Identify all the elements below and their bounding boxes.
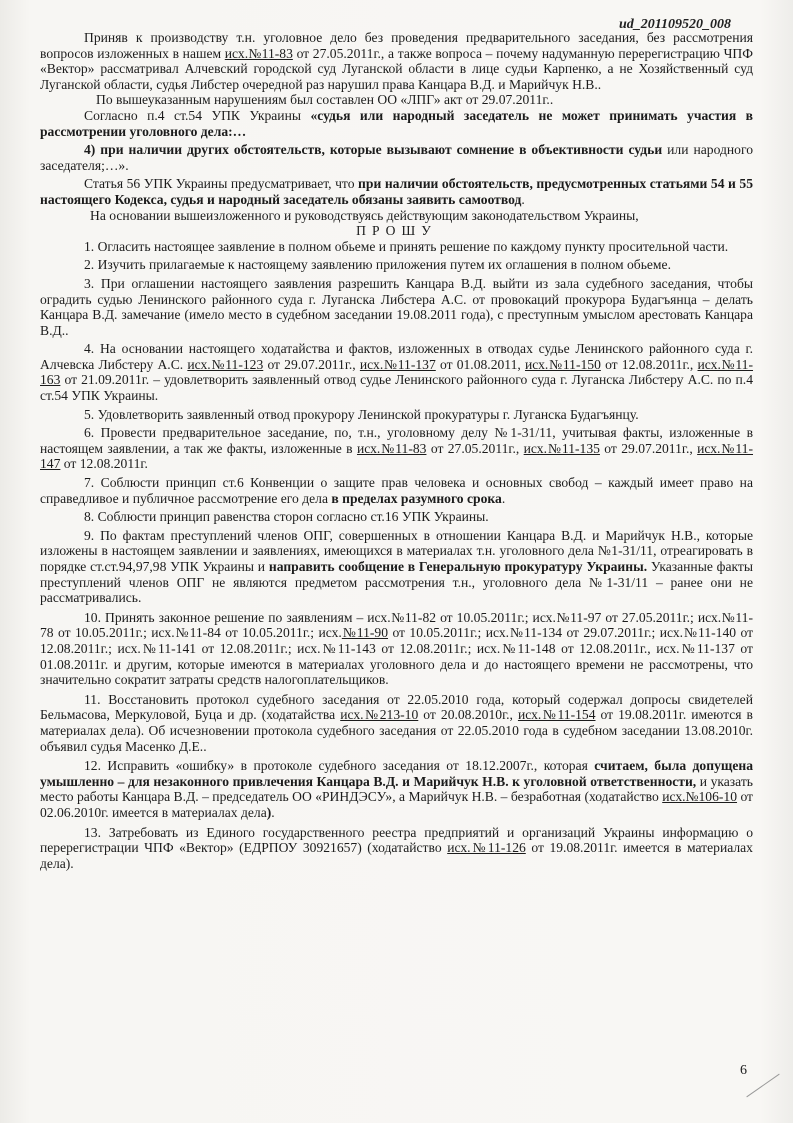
bold-text: считаем, была допущена умышленно – для незаконного привлечения Канцара В.Д. и Марийчук Н.В. к уголовной ответственности,	[40, 758, 754, 789]
list-item	[40, 407, 753, 423]
text: На основании вышеизложенного и руководствуясь действующим законодательством Украины,	[90, 207, 639, 223]
text: от 19.08.2011г. имеется в материалах дела).	[40, 840, 753, 871]
text: от 01.08.2011,	[435, 356, 525, 372]
bold-text: направить сообщение в Генеральную прокуратуру Украины.	[268, 559, 648, 574]
text: 7. Соблюсти принцип ст.6 Конвенции о защите прав человека и основных свобод – каждый имеет право на справедливое и публичное рассмотрение его дела	[40, 475, 753, 506]
list-item	[40, 610, 753, 688]
document-id: ud_201109520_008	[618, 17, 731, 32]
text: Статья 56 УПК Украины предусматривает, что	[84, 176, 359, 192]
paragraph	[40, 176, 753, 207]
list-item	[40, 425, 753, 472]
text: 1. Огласить настоящее заявление в полном обьеме и принять решение по каждому пункту просительной части.	[84, 238, 729, 254]
reference-link: №11-90	[341, 625, 389, 641]
text: от 29.07.2011г.,	[263, 356, 360, 372]
text: Согласно п.4 ст.54 УПК Украины	[84, 107, 311, 123]
text: 11. Восстановить протокол судебного заседания от 22.05.2010 года, который содержал допросы свидетелей Бельмасова, Меркуловой, Буца и др. (ходатайства	[40, 691, 753, 723]
list-item	[40, 509, 753, 525]
text: от 10.05.2011г.; исх.№11-134 от 29.07.2011г.; исх.№11-140 от 12.08.2011г.; исх.№11-141 от 12.08.2011г.; исх.№11-143 от 12.08.2011г.; исх.№11-148 от 12.08.2011г., исх.№11-137 от 01.08.2011г. и другим, которые имеются в материалах уголовного дела и до настоящего времени не рассмотрены, что значительно сократит затраты средств налогоплательщиков.	[40, 625, 754, 688]
reference-link: исх.№11-137	[359, 356, 436, 372]
document-body	[40, 30, 753, 871]
text: .	[271, 804, 275, 820]
reference-link: исх.№11-147	[40, 440, 753, 472]
text: от 21.09.2011г. – удовлетворить заявленный отвод судье Ленинского районного суда г. Луганска Либстеру А.С. по п.4 ст.54 УПК Украины.	[40, 372, 753, 404]
text: 13. Затребовать из Единого государственного реестра предприятий и организаций Украины информацию о перерегистрации ЧПФ «Вектор» (ЕДРПОУ 30921657) (ходатайство	[40, 824, 753, 856]
text: .	[521, 191, 525, 207]
paragraph	[40, 108, 753, 139]
bold-text: при наличии обстоятельств, предусмотренных статьями 54 и 55 настоящего Кодекса, судья и народный заседатель обязаны заявить самоотвод	[40, 176, 754, 207]
reference-link: исх.№11-83	[224, 45, 293, 61]
text: 9. По фактам преступлений членов ОПГ, совершенных в отношении Канцара В.Д. и Марийчук Н.В., которые изложены в настоящем заявлении и заявлениях, имеющихся в материалах т.н. уголовного дела №1-31/11, отреагировать в порядке ст.ст.94,97,98 УПК Украины и	[40, 527, 753, 574]
list-item	[40, 239, 753, 255]
text: Указанные факты преступлений членов ОПГ не являются предметом рассмотрения т.н., уголовного дела №1-31/11 – ранее они не рассматривались.	[40, 559, 754, 606]
list-item	[40, 758, 753, 820]
text: от 20.08.2010г.,	[418, 707, 518, 723]
list-item	[40, 692, 753, 754]
page-number: 6	[740, 1063, 747, 1078]
reference-link: исх.№213-10	[340, 707, 419, 723]
paragraph	[40, 208, 753, 224]
text: от 02.06.2010г. имеется в материалах дела	[40, 789, 753, 820]
bold-text: в пределах разумного срока	[331, 490, 502, 506]
list-item	[40, 276, 753, 338]
reference-link: исх.№11-150	[524, 356, 601, 372]
text: 8. Соблюсти принцип равенства сторон согласно ст.16 УПК Украины.	[84, 509, 489, 525]
scan-artifact	[746, 1074, 779, 1098]
text: от 29.07.2011г.,	[599, 440, 698, 456]
list-item	[40, 825, 753, 872]
text: 3. При оглашении настоящего заявления разрешить Канцара В.Д. выйти из зала судебного заседания, чтобы оградить судью Ленинского районного суда г. Луганска Либстера А.С. от провокаций прокурора Будагъянца – делать Канцара В.Д. замечание (имело место в судебном заседании 19.08.2011 года), с преступным умыслом арестовать Канцара В.Д..	[40, 275, 753, 338]
list-item	[40, 528, 753, 606]
text: от 12.08.2011г.	[60, 456, 148, 472]
paragraph	[40, 30, 753, 92]
reference-link: исх.№11-123	[187, 356, 264, 372]
text: от 27.05.2011г.,	[426, 440, 524, 456]
text: от 12.08.2011г.,	[600, 356, 698, 372]
reference-link: исх.№11-163	[40, 356, 754, 388]
request-heading: ПРОШУ	[356, 223, 437, 239]
text: или народного заседателя;…».	[40, 142, 753, 173]
text: от 19.08.2011г. имеются в материалах дела). Об исчезновении протокола судебного заседания от 22.05.2010 года в судебном заседании 13.08.2010г. объявил судья Масенко Д.Е..	[40, 707, 753, 754]
bold-text: 4) при наличии других обстоятельств, которые вызывают сомнение в объективности судьи	[84, 142, 663, 158]
text: .	[501, 490, 506, 506]
paragraph	[40, 92, 753, 108]
reference-link: исх.№11-154	[517, 707, 596, 723]
reference-link: исх.№106-10	[662, 789, 738, 805]
reference-link: исх.№11-83	[356, 440, 427, 456]
text: Приняв к производству т.н. уголовное дело без проведения предварительного заседания, без рассмотрения вопросов изложенных в нашем	[40, 30, 753, 61]
text: 10. Принять законное решение по заявлениям – исх.№11-82 от 10.05.2011г.; исх.№11-97 от 27.05.2011г.; исх.№11-78 от 10.05.2011г.; исх.№11-84 от 10.05.2011г.; исх.	[40, 609, 753, 641]
bold-text: )	[266, 804, 272, 820]
text: 4. На основании настоящего ходатайства и фактов, изложенных в отводах судье Ленинского районного суда г. Алчевска Либстеру А.С.	[40, 341, 753, 372]
reference-link: исх.№11-126	[447, 840, 526, 856]
reference-link: исх.№11-135	[523, 440, 600, 456]
text: 12. Исправить «ошибку» в протоколе судебного заседания от 18.12.2007г., которая	[84, 758, 595, 774]
list-item	[40, 257, 753, 273]
text: 6. Провести предварительное заседание, по, т.н., уголовному делу №1-31/11, учитывая факты, изложенные в настоящем заявлении, а так же факты, изложенные в	[40, 425, 753, 456]
list-item	[40, 341, 753, 403]
text: от 27.05.2011г., а также вопроса – почему надуманную перерегистрацию ЧПФ «Вектор» рассматривал Алчевский городской суд Луганской области в лице судьи Карпенко, а не Хозяйственный суд Луганской области, судья Либстер очередной раз нарушил права Канцара В.Д. и Марийчук Н.В..	[40, 45, 753, 92]
text: По вышеуказанным нарушениям был составлен ОО «ЛПГ» акт от 29.07.2011г..	[96, 92, 554, 108]
text: 2. Изучить прилагаемые к настоящему заявлению приложения путем их оглашения в полном обьеме.	[84, 257, 671, 273]
list-item	[40, 475, 753, 506]
text: и указать место работы Канцара В.Д. – председатель ОО «РИНДЭСУ», а Марийчук Н.В. – безработная (ходатайство	[40, 773, 753, 805]
text: 5. Удовлетворить заявленный отвод прокурору Ленинской прокуратуры г. Луганска Будагъянцу.	[84, 406, 639, 422]
paragraph	[40, 142, 753, 173]
bold-text: «судья или народный заседатель не может принимать участия в рассмотрении уголовного дела:…	[40, 107, 754, 139]
